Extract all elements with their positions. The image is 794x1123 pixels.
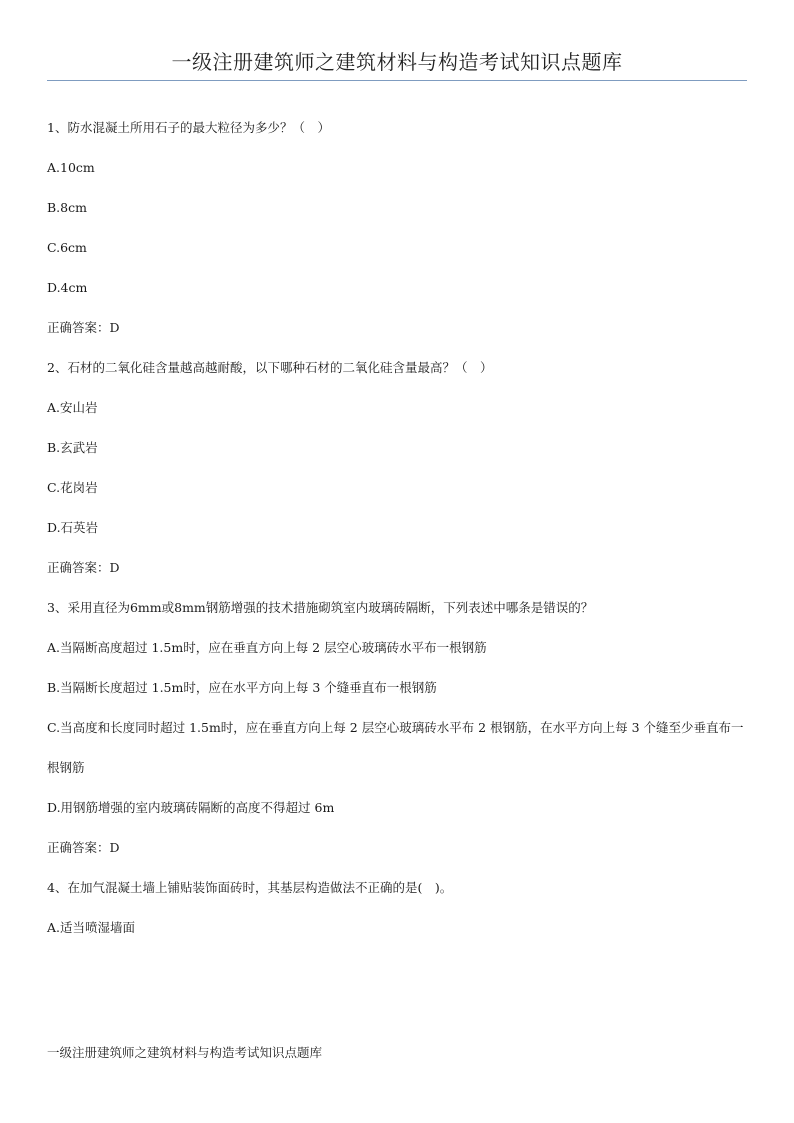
question-list [47, 118, 747, 958]
option-a: A.10cm [47, 160, 95, 175]
question-1 [47, 118, 747, 338]
question-text: 4、在加气混凝土墙上铺贴装饰面砖时，其基层构造做法不正确的是( )。 [47, 880, 453, 895]
option-a: A.当隔断高度超过 1.5m时，应在垂直方向上每 2 层空心玻璃砖水平布一根钢筋 [47, 640, 487, 655]
header-divider [47, 80, 747, 81]
option-c: C.花岗岩 [47, 480, 98, 495]
option-a: A.适当喷湿墙面 [47, 920, 136, 935]
question-text: 3、采用直径为6mm或8mm钢筋增强的技术措施砌筑室内玻璃砖隔断，下列表述中哪条是错误的？ [47, 600, 594, 615]
option-b: B.玄武岩 [47, 440, 98, 455]
footer-title: 一级注册建筑师之建筑材料与构造考试知识点题库 [47, 1045, 323, 1060]
correct-answer: 正确答案：D [47, 320, 120, 335]
page-title: 一级注册建筑师之建筑材料与构造考试知识点题库 [171, 50, 623, 74]
correct-answer: 正确答案：D [47, 840, 120, 855]
option-c: C.6cm [47, 240, 87, 255]
option-b: B.8cm [47, 200, 87, 215]
question-4 [47, 878, 747, 938]
question-text: 2、石材的二氧化硅含量越高越耐酸，以下哪种石材的二氧化硅含量最高？（ ） [47, 360, 493, 375]
question-2 [47, 358, 747, 578]
option-d: D.石英岩 [47, 520, 99, 535]
option-c: C.当高度和长度同时超过 1.5m时，应在垂直方向上每 2 层空心玻璃砖水平布 2 根钢筋，在水平方向上每 3 个缝至少垂直布一根钢筋 [47, 720, 744, 775]
question-text: 1、防水混凝土所用石子的最大粒径为多少？（ ） [47, 120, 330, 135]
option-d: D.用钢筋增强的室内玻璃砖隔断的高度不得超过 6m [47, 800, 335, 815]
option-a: A.安山岩 [47, 400, 98, 415]
option-b: B.当隔断长度超过 1.5m时，应在水平方向上每 3 个缝垂直布一根钢筋 [47, 680, 437, 695]
option-d: D.4cm [47, 280, 88, 295]
correct-answer: 正确答案：D [47, 560, 120, 575]
question-3 [47, 598, 747, 858]
